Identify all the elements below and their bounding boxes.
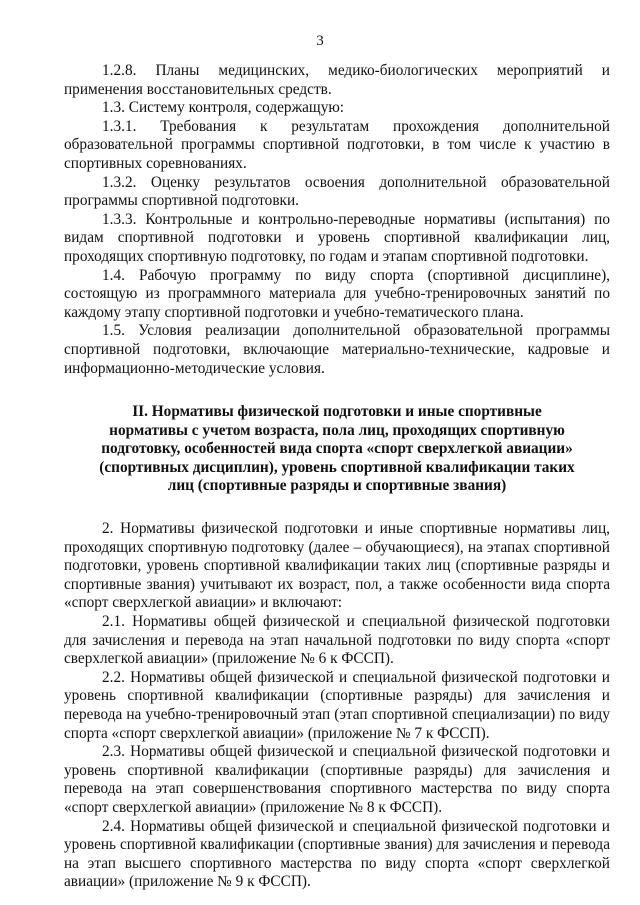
paragraph-2-2: 2.2. Нормативы общей физической и специальной физической подготовки и уровень спортивной квалификации (спортивные разряды) для зачисления и перевода на учебно-тренировочный этап (этап спортивной специализации) по виду спорта «спорт сверхлегкой авиации» (приложение № 7 к ФССП).	[64, 668, 610, 742]
paragraph-2-4: 2.4. Нормативы общей физической и специальной физической подготовки и уровень спортивной квалификации (спортивные звания) для зачисления и перевода на этап высшего спортивного мастерства по виду спорта «спорт сверхлегкой авиации» (приложение № 9 к ФССП).	[64, 817, 610, 891]
paragraph-2-3: 2.3. Нормативы общей физической и специальной физической подготовки и уровень спортивной квалификации (спортивные разряды) для зачисления и перевода на этап совершенствования спортивного мастерства по виду спорта «спорт сверхлегкой авиации» (приложение № 8 к ФССП).	[64, 743, 610, 816]
document-body	[64, 62, 610, 892]
paragraph-1-5: 1.5. Условия реализации дополнительной образовательной программы спортивной подготовки, включающие материально-технические, кадровые и информационно-методические условия.	[64, 322, 610, 377]
paragraph-1-3-2: 1.3.2. Оценку результатов освоения дополнительной образовательной программы спортивной подготовки.	[64, 173, 610, 210]
paragraph-2-1: 2.1. Нормативы общей физической и специальной физической подготовки для зачисления и перевода на этап начальной подготовки по виду спорта «спорт сверхлегкой авиации» (приложение № 6 к ФССП).	[64, 613, 610, 668]
paragraph-1-3-3: 1.3.3. Контрольные и контрольно-переводные нормативы (испытания) по видам спортивной подготовки и уровень спортивной квалификации лиц, проходящих спортивную подготовку, по годам и этапам спортивной подготовки.	[64, 210, 610, 265]
paragraph-1-3: 1.3. Систему контроля, содержащую:	[102, 99, 345, 117]
section-heading: II. Нормативы физической подготовки и иные спортивные нормативы с учетом возраста, пола лиц, проходящих спортивную подготовку, особенностей вида спорта «спорт сверхлегкой авиации» (спортивных дисциплин), уровень спортивной квалификации таких лиц (спортивные разряды и спортивные звания)	[99, 403, 575, 495]
page-number: 3	[316, 33, 324, 49]
paragraph-1-2-8: 1.2.8. Планы медицинских, медико-биологических мероприятий и применения восстановительных средств.	[64, 62, 610, 98]
paragraph-2: 2. Нормативы физической подготовки и иные спортивные нормативы лиц, проходящих спортивную подготовку (далее – обучающиеся), на этапах спортивной подготовки, уровень спортивной квалификации таких лиц (спортивные разряды и спортивные звания) учитывают их возраст, пол, а также особенности вида спорта «спорт сверхлегкой авиации» и включают:	[64, 520, 610, 612]
paragraph-1-3-1: 1.3.1. Требования к результатам прохождения дополнительной образовательной программы спортивной подготовки, в том числе к участию в спортивных соревнованиях.	[64, 117, 610, 172]
paragraph-1-4: 1.4. Рабочую программу по виду спорта (спортивной дисциплине), состоящую из программного материала для учебно-тренировочных занятий по каждому этапу спортивной подготовки и учебно-тематического плана.	[64, 266, 610, 321]
